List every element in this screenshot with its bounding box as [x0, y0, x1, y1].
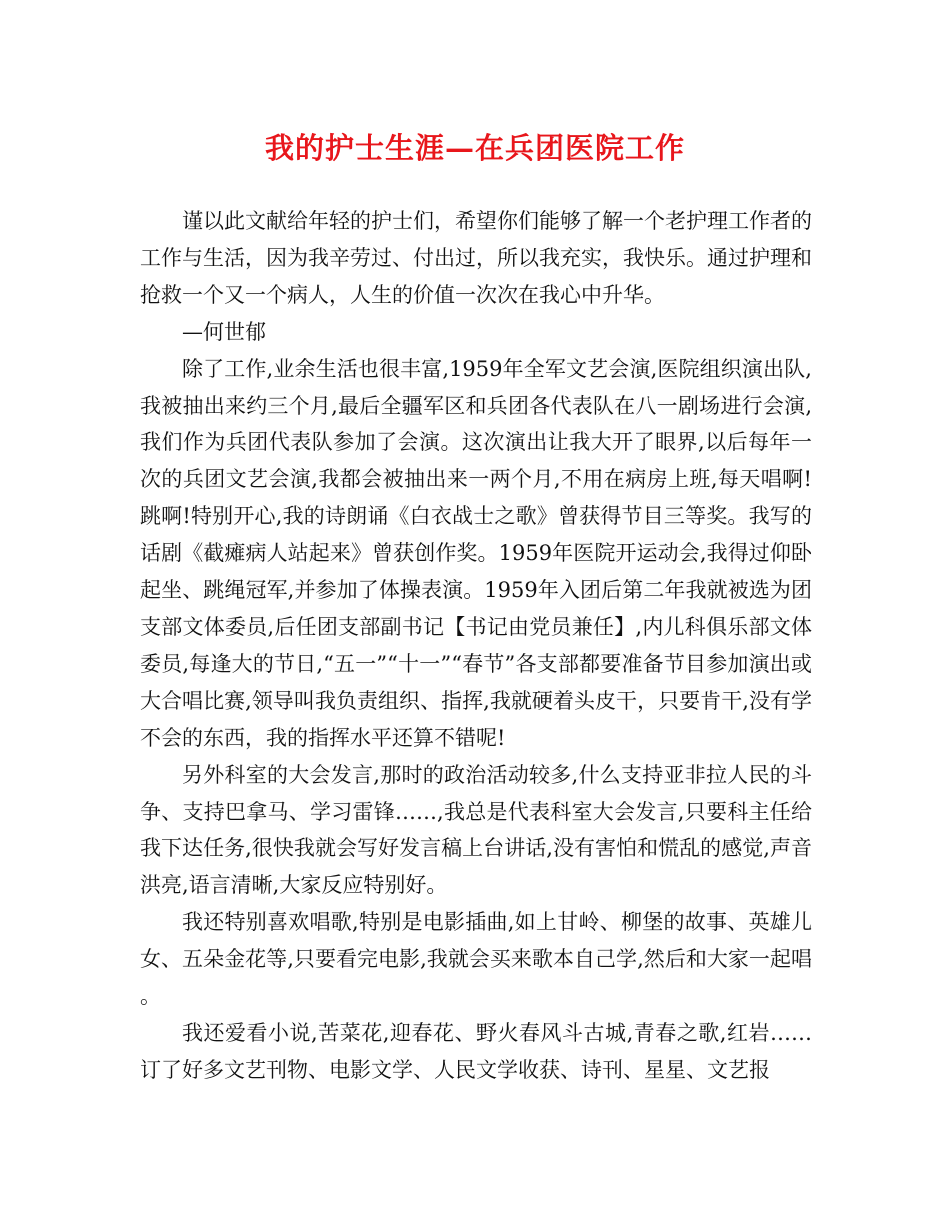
paragraph-dedication: 谨以此文献给年轻的护士们，希望你们能够了解一个老护理工作者的工作与生活，因为我辛劳过、付出过，所以我充实，我快乐。通过护理和抢救一个又一个病人，人生的价值一次次在我心中升华。 [140, 209, 812, 307]
document-title: 我的护士生涯—在兵团医院工作 [264, 131, 685, 165]
paragraph-author: —何世郁 [182, 319, 266, 344]
paragraph-reading: 我还爱看小说,苦菜花,迎春花、野火春风斗古城,青春之歌,红岩……订了好多文艺刊物、电影文学、人民文学收获、诗刊、星星、文艺报 [140, 1020, 812, 1082]
document-body [140, 203, 812, 1089]
paragraph-singing: 我还特别喜欢唱歌,特别是电影插曲,如上甘岭、柳堡的故事、英雄儿女、五朵金花等,只要看完电影,我就会买来歌本自己学,然后和大家一起唱。 [140, 910, 812, 1009]
paragraph-speeches: 另外科室的大会发言,那时的政治活动较多,什么支持亚非拉人民的斗争、支持巴拿马、学习雷锋……,我总是代表科室大会发言,只要科主任给我下达任务,很快我就会写好发言稿上台讲话,没有害怕和慌乱的感觉,声音洪亮,语言清晰,大家反应特别好。 [140, 762, 812, 898]
paragraph-activities: 除了工作,业余生活也很丰富,1959年全军文艺会演,医院组织演出队,我被抽出来约三个月,最后全疆军区和兵团各代表队在八一剧场进行会演,我们作为兵团代表队参加了会演。这次演出让我大开了眼界,以后每年一次的兵团文艺会演,我都会被抽出来一两个月,不用在病房上班,每天唱啊!跳啊!特别开心,我的诗朗诵《白衣战士之歌》曾获得节目三等奖。我写的话剧《截瘫病人站起来》曾获创作奖。1959年医院开运动会,我得过仰卧起坐、跳绳冠军,并参加了体操表演。1959年入团后第二年我就被选为团支部文体委员,后任团支部副书记【书记由党员兼任】,内儿科俱乐部文体委员,每逢大的节日,“五一”“十一”“春节”各支部都要准备节目参加演出或大合唱比赛,领导叫我负责组织、指挥,我就硬着头皮干，只要肯干,没有学不会的东西，我的指挥水平还算不错呢! [140, 356, 812, 750]
